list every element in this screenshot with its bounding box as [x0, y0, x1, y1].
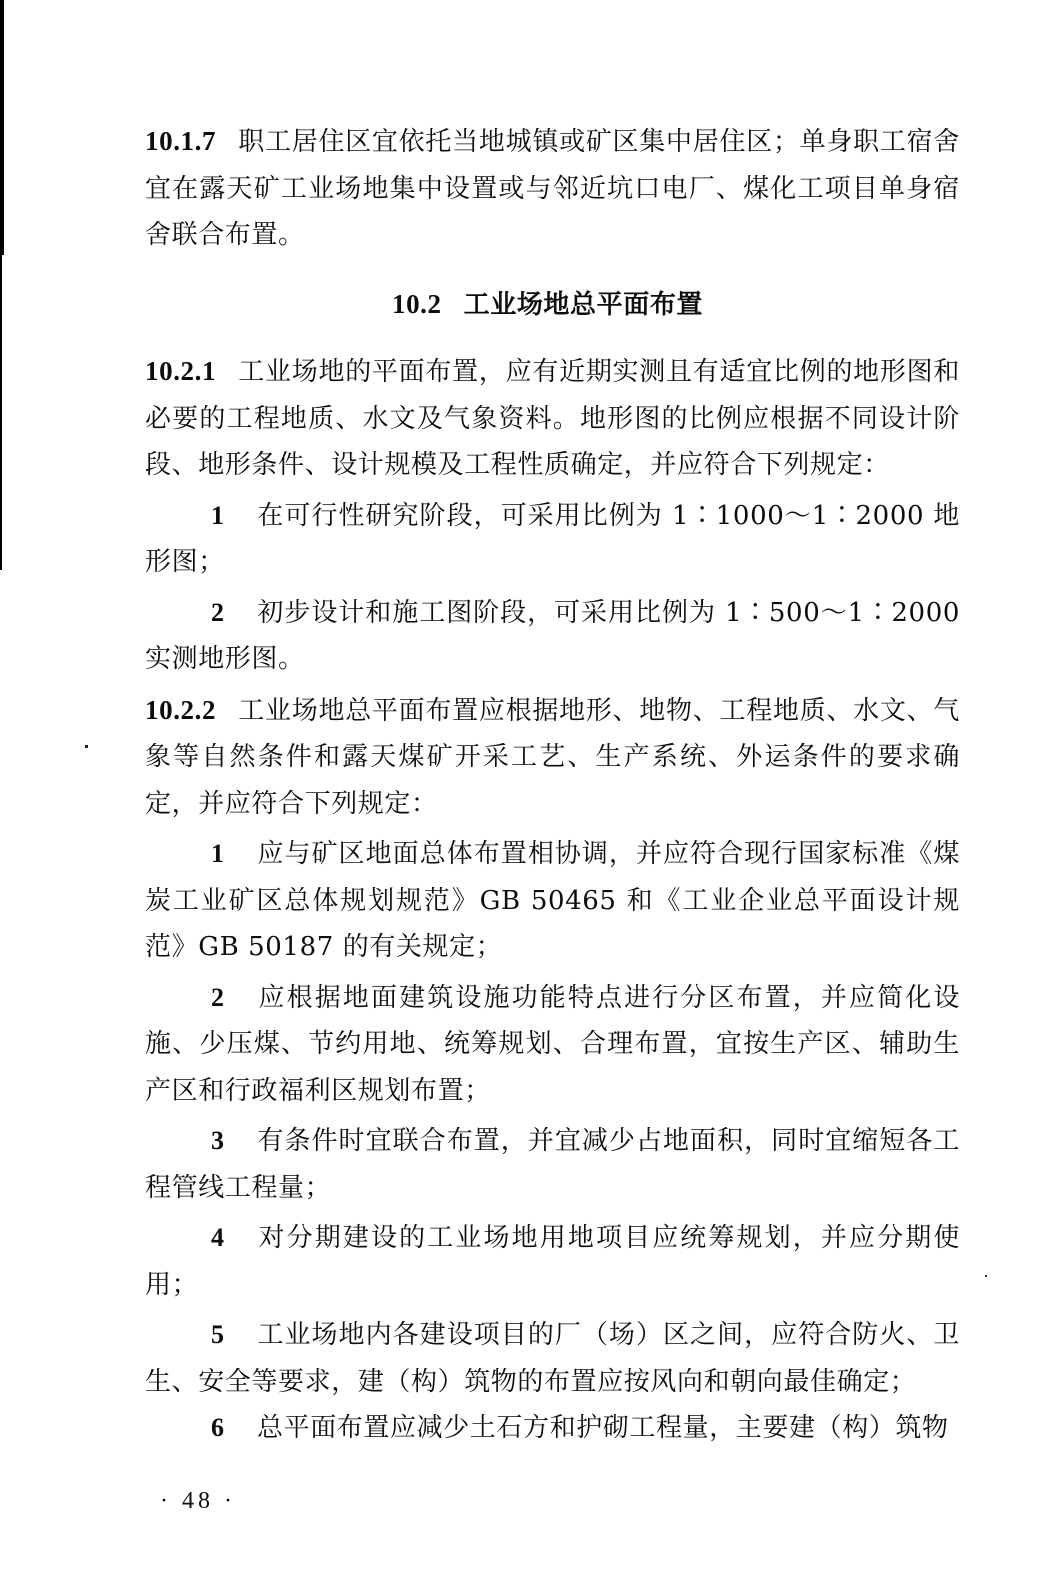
clause-text: 职工居住区宜依托当地城镇或矿区集中居住区；单身职工宿舍宜在露天矿工业场地集中设置或与邻近坑口电厂、煤化工项目单身宿舍联合布置。: [145, 127, 960, 250]
clause-10-2-2: [145, 687, 960, 828]
scan-edge-shadow: [0, 0, 4, 255]
item-text: 应与矿区地面总体布置相协调，并应符合现行国家标准《煤炭工业矿区总体规划规范》GB 50465 和《工业企业总平面设计规范》GB 50187 的有关规定；: [145, 839, 960, 962]
list-item: [145, 1215, 960, 1308]
clause-number: 10.1.7: [145, 126, 217, 156]
list-item: [145, 975, 960, 1115]
item-text: 对分期建设的工业场地用地项目应统筹规划，并应分期使用；: [145, 1223, 960, 1300]
scan-speck: [85, 745, 88, 748]
section-number: 10.2: [391, 288, 442, 319]
item-text: 初步设计和施工图阶段，可采用比例为 1∶500～1∶2000 实测地形图。: [145, 597, 960, 674]
item-number: 2: [211, 982, 225, 1012]
list-item: [145, 1118, 960, 1211]
scan-edge-shadow-thin: [0, 255, 2, 570]
item-number: 3: [211, 1126, 225, 1155]
list-item: [145, 1312, 960, 1405]
item-number: 5: [211, 1320, 225, 1349]
item-text: 总平面布置应减少土石方和护砌工程量，主要建（构）筑物: [257, 1413, 949, 1443]
item-number: 4: [211, 1223, 225, 1252]
document-page: [145, 118, 960, 1452]
clause-number: 10.2.2: [145, 694, 217, 725]
item-text: 工业场地内各建设项目的厂（场）区之间，应符合防火、卫生、安全等要求，建（构）筑物的布置应按风向和朝向最佳确定；: [145, 1320, 960, 1397]
item-number: 1: [211, 500, 225, 530]
list-item: [145, 590, 960, 683]
scan-speck: [985, 1275, 987, 1277]
item-text: 在可行性研究阶段，可采用比例为 1∶1000～1∶2000 地形图；: [145, 500, 960, 577]
clause-text: 工业场地总平面布置应根据地形、地物、工程地质、水文、气象等自然条件和露天煤矿开采工艺、生产系统、外运条件的要求确定，并应符合下列规定：: [145, 695, 960, 819]
section-title: 工业场地总平面布置: [463, 289, 704, 320]
list-item: [145, 493, 960, 586]
clause-10-1-7: [145, 118, 960, 259]
clause-text: 工业场地的平面布置，应有近期实测且有适宜比例的地形图和必要的工程地质、水文及气象资料。地形图的比例应根据不同设计阶段、地形条件、设计规模及工程性质确定，并应符合下列规定：: [145, 357, 960, 480]
clause-10-2-1: [145, 348, 960, 489]
item-text: 应根据地面建筑设施功能特点进行分区布置，并应简化设施、少压煤、节约用地、统筹规划、合理布置，宜按生产区、辅助生产区和行政福利区规划布置；: [145, 982, 960, 1106]
item-number: 6: [211, 1413, 225, 1442]
clause-number: 10.2.1: [145, 356, 217, 386]
item-number: 2: [211, 597, 225, 627]
item-number: 1: [211, 839, 225, 868]
section-heading: [145, 281, 960, 329]
list-item: [145, 831, 960, 971]
item-text: 有条件时宜联合布置，并宜减少占地面积，同时宜缩短各工程管线工程量；: [145, 1126, 960, 1203]
list-item: [145, 1405, 960, 1452]
page-number: · 48 ·: [160, 1488, 236, 1514]
